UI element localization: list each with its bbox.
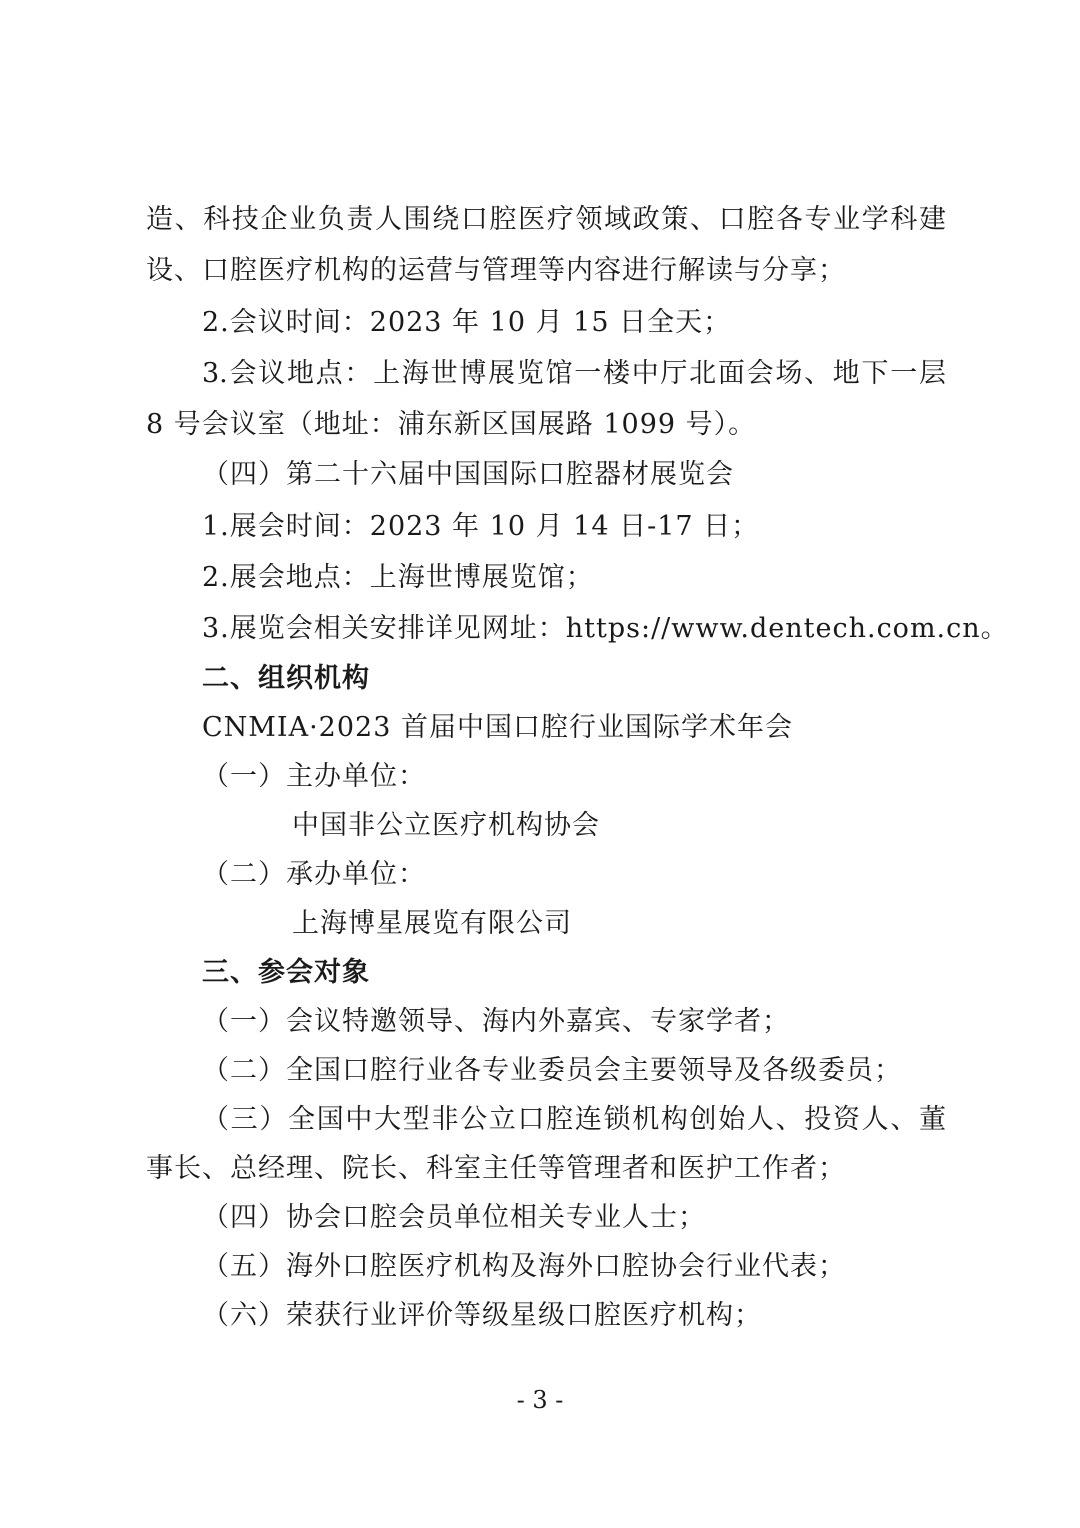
sub-heading: （二）承办单位： <box>202 859 426 890</box>
text-line: （六）荣获行业评价等级星级口腔医疗机构； <box>202 1300 762 1331</box>
text-line: 中国非公立医疗机构协会 <box>292 810 600 841</box>
text-line: 8 号会议室（地址：浦东新区国展路 1099 号）。 <box>146 409 757 440</box>
sub-heading: （四）第二十六届中国国际口腔器材展览会 <box>202 459 734 490</box>
text-line: （一）会议特邀领导、海内外嘉宾、专家学者； <box>202 1006 790 1037</box>
text-line: 1.展会时间：2023 年 10 月 14 日-17 日； <box>202 511 760 542</box>
text-line: 2.会议时间：2023 年 10 月 15 日全天； <box>202 307 732 338</box>
text-line: 事长、总经理、院长、科室主任等管理者和医护工作者； <box>146 1153 846 1184</box>
text-line: 上海博星展览有限公司 <box>292 908 572 939</box>
text-line: 2.展会地点：上海世博展览馆； <box>202 562 594 593</box>
page-number: - 3 - <box>516 1386 564 1414</box>
text-line: CNMIA·2023 首届中国口腔行业国际学术年会 <box>202 712 793 743</box>
text-line: 3.会议地点：上海世博展览馆一楼中厅北面会场、地下一层 <box>202 358 946 389</box>
sub-heading: （一）主办单位： <box>202 761 426 792</box>
text-line: 3.展览会相关安排详见网址：https://www.dentech.com.cn。 <box>202 613 1009 644</box>
section-heading: 三、参会对象 <box>202 957 370 988</box>
text-line: （四）协会口腔会员单位相关专业人士； <box>202 1202 706 1233</box>
section-heading: 二、组织机构 <box>202 663 370 694</box>
text-line: 设、口腔医疗机构的运营与管理等内容进行解读与分享； <box>146 255 846 286</box>
text-line: （二）全国口腔行业各专业委员会主要领导及各级委员； <box>202 1055 902 1086</box>
text-line: （三）全国中大型非公立口腔连锁机构创始人、投资人、董 <box>202 1104 946 1135</box>
text-line: （五）海外口腔医疗机构及海外口腔协会行业代表； <box>202 1251 846 1282</box>
text-line: 造、科技企业负责人围绕口腔医疗领域政策、口腔各专业学科建 <box>146 204 946 235</box>
